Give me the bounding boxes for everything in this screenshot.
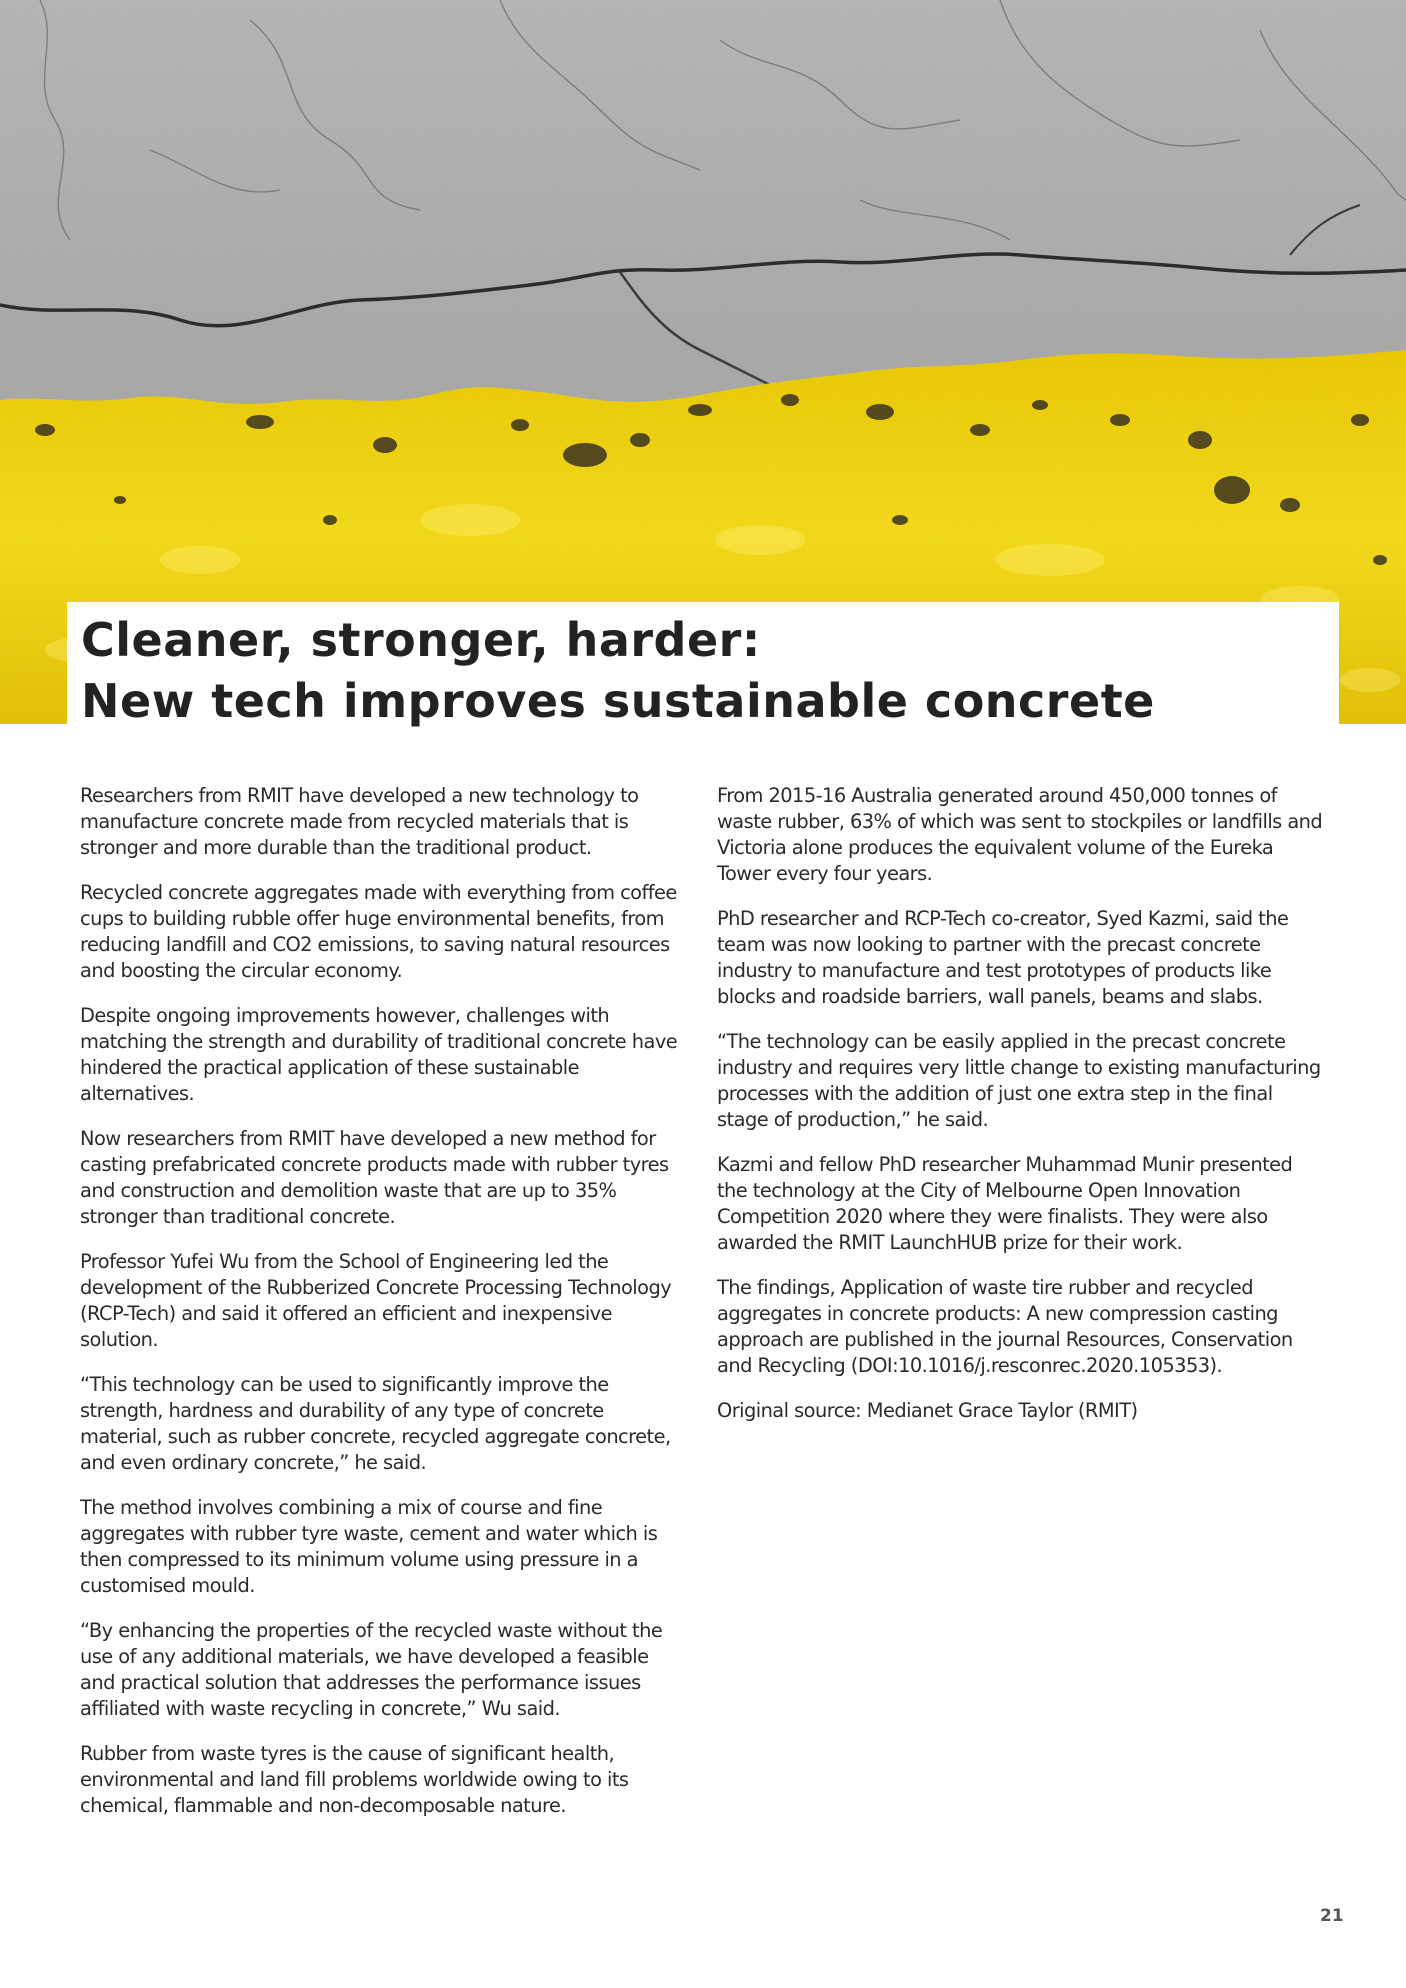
- right-column: [717, 783, 1327, 1443]
- paragraph: “The technology can be easily applied in the precast concrete industry and requires very little change to existing manufacturing processes with the addition of just one extra step in the final stage of production,” he said.: [717, 1030, 1321, 1131]
- paragraph: Despite ongoing improvements however, challenges with matching the strength and durability of traditional concrete have hindered the practical application of these sustainable alternatives.: [80, 1004, 678, 1105]
- paragraph: Kazmi and fellow PhD researcher Muhammad Munir presented the technology at the City of Melbourne Open Innovation Competition 2020 where they were finalists. They were also awarded the RMIT LaunchHUB prize for their work.: [717, 1153, 1293, 1254]
- left-column: [80, 783, 686, 1838]
- page-number: 21: [1320, 1906, 1344, 1926]
- paragraph: Rubber from waste tyres is the cause of significant health, environmental and land fill problems worldwide owing to its chemical, flammable and non-decomposable nature.: [80, 1742, 629, 1817]
- paragraph: From 2015-16 Australia generated around 450,000 tonnes of waste rubber, 63% of which was sent to stockpiles or landfills and Victoria alone produces the equivalent volume of the Eureka Tower every four years.: [717, 784, 1323, 885]
- paragraph: Researchers from RMIT have developed a new technology to manufacture concrete made from recycled materials that is stronger and more durable than the traditional product.: [80, 784, 639, 859]
- article-title-line-2: New tech improves sustainable concrete: [81, 674, 1155, 728]
- paragraph: The method involves combining a mix of course and fine aggregates with rubber tyre waste, cement and water which is then compressed to its minimum volume using pressure in a customised mould.: [80, 1496, 658, 1597]
- paragraph: PhD researcher and RCP-Tech co-creator, Syed Kazmi, said the team was now looking to partner with the precast concrete industry to manufacture and test prototypes of products like blocks and roadside barriers, wall panels, beams and slabs.: [717, 907, 1289, 1008]
- paragraph: Recycled concrete aggregates made with everything from coffee cups to building rubble offer huge environmental benefits, from reducing landfill and CO2 emissions, to saving natural resources and boosting the circular economy.: [80, 881, 677, 982]
- article-title-line-1: Cleaner, stronger, harder:: [81, 613, 761, 667]
- paragraph: Professor Yufei Wu from the School of Engineering led the development of the Rubberized Concrete Processing Technology (RCP-Tech) and said it offered an efficient and inexpensive solution.: [80, 1250, 672, 1351]
- paragraph: “This technology can be used to significantly improve the strength, hardness and durability of any type of concrete material, such as rubber concrete, recycled aggregate concrete, and even ordinary concrete,” he said.: [80, 1373, 671, 1474]
- article-title-box: [67, 602, 1339, 728]
- source-credit: Original source: Medianet Grace Taylor (RMIT): [717, 1399, 1138, 1422]
- paragraph: The findings, Application of waste tire rubber and recycled aggregates in concrete products: A new compression casting approach are published in the journal Resources, Conservation and Recycling (DOI:10.1016/j.resconrec.2020.105353).: [717, 1276, 1293, 1377]
- paragraph: “By enhancing the properties of the recycled waste without the use of any additional materials, we have developed a feasible and practical solution that addresses the performance issues affiliated with waste recycling in concrete,” Wu said.: [80, 1619, 663, 1720]
- paragraph: Now researchers from RMIT have developed a new method for casting prefabricated concrete products made with rubber tyres and construction and demolition waste that are up to 35% stronger than traditional concrete.: [80, 1127, 669, 1228]
